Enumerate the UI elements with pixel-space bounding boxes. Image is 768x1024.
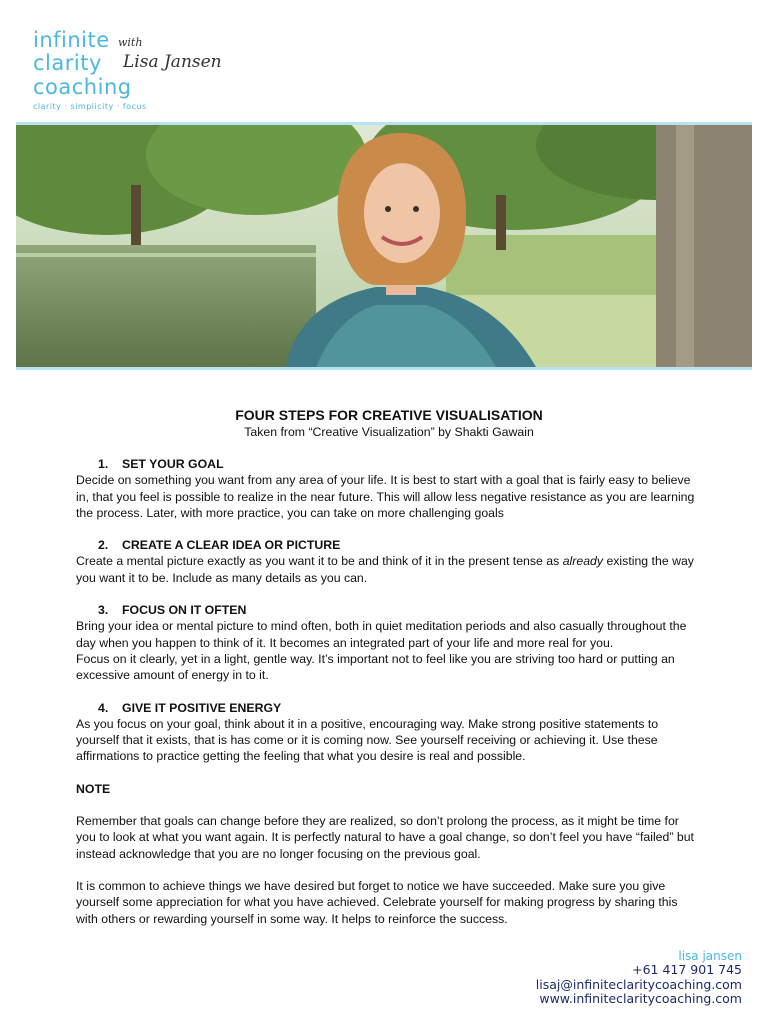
step-title: FOCUS ON IT OFTEN [122, 603, 247, 618]
step-title: GIVE IT POSITIVE ENERGY [122, 700, 282, 715]
document-title: FOUR STEPS FOR CREATIVE VISUALISATION [235, 407, 543, 423]
step-paragraph: Bring your idea or mental picture to mind often, both in quiet meditation periods and also casually throughout the day when you happen to think of it. It becomes an integrated part of your life and more real for you. [76, 619, 687, 650]
logo-coach-name: Lisa Jansen [123, 52, 222, 72]
step-number: 4. [98, 700, 109, 715]
logo-line-3: coaching [33, 75, 132, 99]
step-paragraph: As you focus on your goal, think about it in a positive, encouraging way. Make strong positive statements to yourself that it exists, that is has come or it is coming now. See yourself receiving or achieving it. Use these affirmations to practice getting the feeling that what you desire is real and possible. [76, 716, 659, 764]
document-body [76, 406, 702, 927]
contact-website[interactable]: www.infiniteclaritycoaching.com [539, 991, 742, 1006]
logo-line-2: clarity [33, 51, 102, 75]
step-paragraph: Focus on it clearly, yet in a light, gentle way. It’s important not to feel like you are striving too hard or putting an excessive amount of energy in to it. [76, 651, 675, 683]
note-heading: NOTE [76, 781, 111, 796]
contact-email[interactable]: lisaj@infiniteclaritycoaching.com [535, 976, 742, 992]
logo-tagline: clarity · simplicity · focus [33, 102, 147, 111]
hero-photo-illustration [16, 125, 752, 367]
step-heading [76, 700, 702, 716]
contact-block [536, 949, 742, 1007]
step-heading [76, 456, 702, 472]
hero-photo [16, 122, 752, 370]
step-number: 1. [98, 457, 109, 471]
document-subtitle: Taken from “Creative Visualization” by Shakti Gawain [244, 425, 534, 439]
step-number: 3. [98, 603, 109, 618]
brand-logo [33, 30, 263, 115]
step-title: SET YOUR GOAL [122, 457, 224, 471]
step-heading [76, 602, 702, 618]
note-paragraph: Remember that goals can change before they are realized, so don’t prolong the process, as it might be time for you to look at what you want again. It is perfectly natural to have a goal change, so don’t feel you have “failed” but instead acknowledge that you are no longer focusing on the previous goal. [76, 814, 694, 861]
logo-line-1: infinite [33, 28, 110, 52]
step-title: CREATE A CLEAR IDEA OR PICTURE [122, 538, 341, 553]
step-number: 2. [98, 538, 109, 553]
contact-name: lisa jansen [678, 949, 742, 963]
contact-phone: +61 417 901 745 [632, 962, 742, 977]
step-heading [76, 537, 702, 553]
step-paragraph: Create a mental picture exactly as you want it to be and think of it in the present tense as already existing the way you want it to be. Include as many details as you can. [76, 554, 694, 585]
note-paragraph: It is common to achieve things we have desired but forget to notice we have succeeded. Make sure you give yourself some appreciation for what you have achieved. Celebrate yourself for making progress by sharing this with others or rewarding yourself in some way. It helps to reinforce the success. [76, 878, 678, 926]
step-paragraph: Decide on something you want from any area of your life. It is best to start with a goal that is fairly easy to believe in, that you feel is possible to realize in the near future. This will allow less negative resistance as you are learning the process. Later, with more practice, you can take on more challenging goals [76, 473, 695, 520]
logo-with-text: with [118, 36, 143, 49]
